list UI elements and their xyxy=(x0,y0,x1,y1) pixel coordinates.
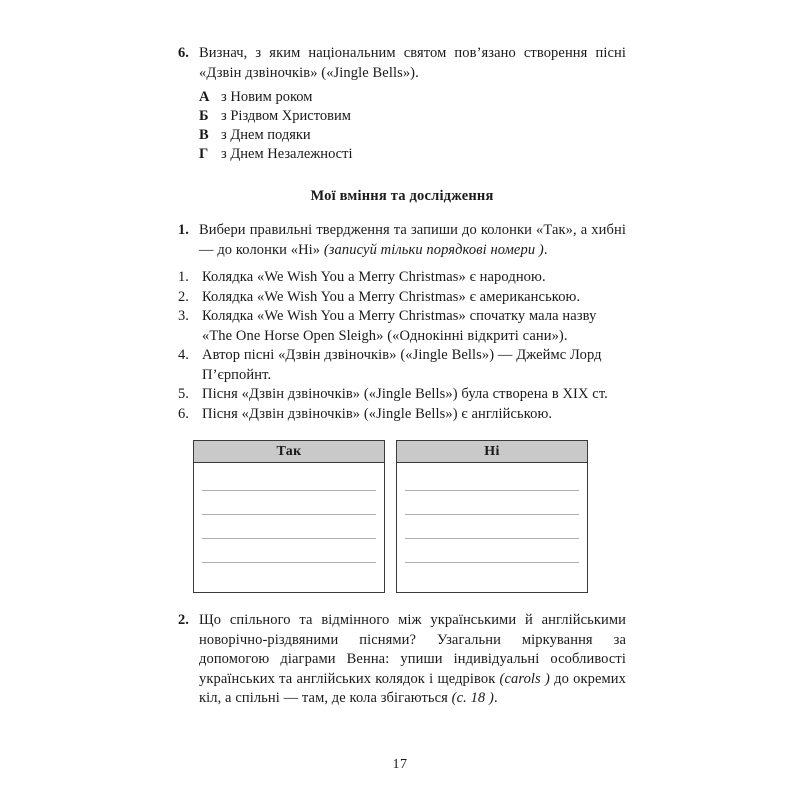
write-line[interactable] xyxy=(405,563,579,586)
option-a-text: з Новим роком xyxy=(221,89,313,105)
option-v-text: з Днем подяки xyxy=(221,127,311,143)
question-6-number: 6. xyxy=(178,45,189,61)
write-line[interactable] xyxy=(405,539,579,563)
write-line[interactable] xyxy=(405,515,579,539)
write-line[interactable] xyxy=(405,491,579,515)
write-line[interactable] xyxy=(202,491,376,515)
option-b[interactable] xyxy=(199,107,626,126)
question-6-prompt: Визнач, з яким національним святом пов’язано створення пісні «Дзвін дзвіночків» («Jingle Bells»). xyxy=(199,45,626,81)
write-line[interactable] xyxy=(405,467,579,491)
option-b-text: з Різдвом Христовим xyxy=(221,108,351,124)
statement-item xyxy=(178,405,626,425)
answer-table-yes-header: Так xyxy=(194,441,384,463)
statement-number: 4. xyxy=(178,347,189,363)
task-2 xyxy=(178,611,626,709)
statement-item xyxy=(178,385,626,405)
question-6 xyxy=(178,44,626,83)
task-2-italic-page-ref: (с. 18 ) xyxy=(451,690,494,706)
statement-text: Колядка «We Wish You a Merry Christmas» є народною. xyxy=(202,269,546,285)
write-line[interactable] xyxy=(202,539,376,563)
task-1-prompt-end: . xyxy=(543,241,548,258)
option-g-text: з Днем Незалежності xyxy=(221,146,353,162)
option-g-letter: Г xyxy=(199,146,209,162)
statement-item xyxy=(178,346,626,385)
answer-table-no[interactable] xyxy=(396,440,588,593)
task-2-text xyxy=(199,611,626,709)
statement-number: 5. xyxy=(178,386,189,402)
page-number: 17 xyxy=(392,757,408,772)
option-v-letter: В xyxy=(199,127,209,143)
task-1-prompt xyxy=(199,221,626,260)
statement-text: Колядка «We Wish You a Merry Christmas» є американською. xyxy=(202,288,581,305)
task-2-italic-carols: (carols ) xyxy=(499,670,550,687)
statement-number: 3. xyxy=(178,308,189,324)
statement-text: Пісня «Дзвін дзвіночків» («Jingle Bells») є англійською. xyxy=(202,405,553,422)
option-g[interactable] xyxy=(199,145,626,164)
page-content xyxy=(178,44,626,709)
task-2-number: 2. xyxy=(178,612,189,628)
write-line[interactable] xyxy=(202,563,376,586)
statement-number: 1. xyxy=(178,269,189,285)
write-line[interactable] xyxy=(202,467,376,491)
task-1-prompt-italic: (записуй тільки порядкові номери ) xyxy=(323,241,544,258)
task-1-statement-list xyxy=(178,268,626,424)
task-1-number: 1. xyxy=(178,222,189,238)
statement-number: 6. xyxy=(178,405,189,422)
question-6-options xyxy=(199,88,626,164)
statement-text: Автор пісні «Дзвін дзвіночків» («Jingle Bells») — Джеймс Лорд П’єрпойнт. xyxy=(202,347,602,383)
answer-table-no-lines[interactable] xyxy=(397,463,587,592)
answer-table-yes[interactable] xyxy=(193,440,385,593)
answer-table-no-header: Ні xyxy=(397,441,587,463)
statement-text: Колядка «We Wish You a Merry Christmas» спочатку мала назву «The One Horse Open Sleigh» («Однокінні відкриті сани»). xyxy=(202,308,597,344)
write-line[interactable] xyxy=(202,515,376,539)
task-2-text-part2: до окремих кіл, а спільні — там, де кола збігаються xyxy=(199,670,626,706)
task-2-text-part3: . xyxy=(493,690,498,706)
statement-number: 2. xyxy=(178,288,189,305)
task-2-text-part1: Що спільного та відмінного між українськими й англійськими новорічно-різдвяними піснями? Узагальни міркування за допомогою діаграми Венна: упиши індивідуальні особливості українських та англійських колядок і щедрівок xyxy=(199,612,626,687)
statement-item xyxy=(178,307,626,346)
option-v[interactable] xyxy=(199,126,626,145)
answer-tables xyxy=(193,440,626,593)
task-1 xyxy=(178,221,626,260)
option-a-letter: А xyxy=(199,89,210,105)
section-heading: Мої вміння та дослідження xyxy=(310,188,494,204)
option-b-letter: Б xyxy=(199,108,209,124)
task-1-prompt-plain: Вибери правильні твердження та запиши до колонки «Так», а хибні — до колонки «Ні» xyxy=(199,222,626,258)
statement-text: Пісня «Дзвін дзвіночків» («Jingle Bells») була створена в XIX ст. xyxy=(202,386,608,402)
option-a[interactable] xyxy=(199,88,626,107)
statement-item xyxy=(178,288,626,308)
answer-table-yes-lines[interactable] xyxy=(194,463,384,592)
statement-item xyxy=(178,268,626,288)
